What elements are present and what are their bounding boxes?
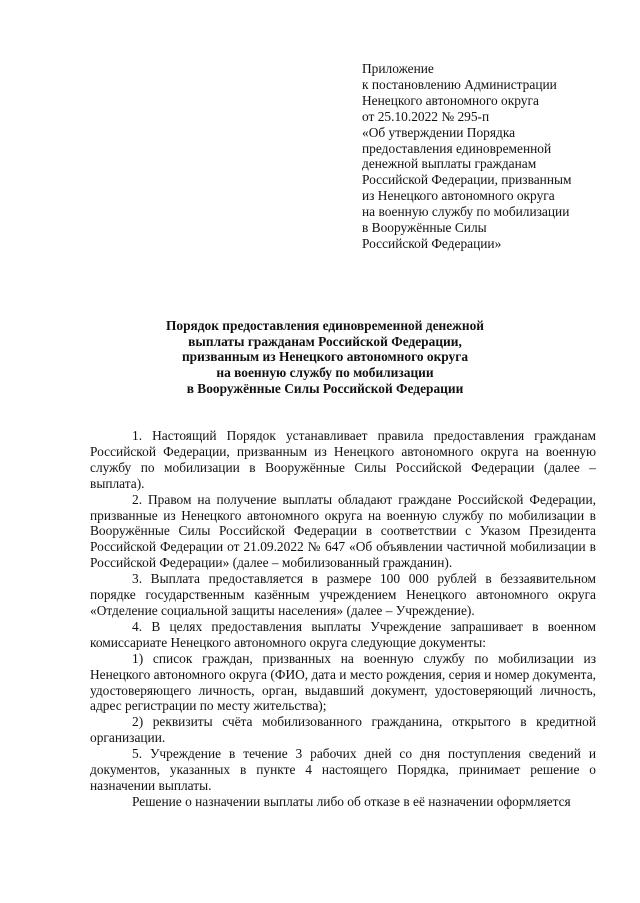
paragraph-4-item-1: 1) список граждан, призванных на военную службу по мобилизации из Ненецкого автономного округа (ФИО, дата и место рождения, серия и номер документа, удостоверяющего личность, орган, выдавший документ, удостоверяющий личность, адрес регистрации по месту жительства); [90,650,596,714]
appendix-line: Ненецкого автономного округа [362,92,539,108]
appendix-line: денежной выплаты гражданам [362,156,537,172]
appendix-line: от 25.10.2022 № 295-п [362,108,490,124]
paragraph-4: 4. В целях предоставления выплаты Учреждение запрашивает в военном комиссариате Ненецкого автономного округа следующие документы: [90,618,596,650]
title-line: призванным из Ненецкого автономного округа [181,349,469,365]
paragraph-5: 5. Учреждение в течение 3 рабочих дней со дня поступления сведений и документов, указанных в пункте 4 настоящего Порядка, принимает решение о назначении выплаты. [90,746,596,793]
document-body [90,428,596,810]
paragraph-5-continuation: Решение о назначении выплаты либо об отказе в её назначении оформляется [132,793,571,809]
appendix-line: «Об утверждении Порядка [362,124,516,140]
appendix-block [362,61,612,252]
appendix-line: из Ненецкого автономного округа [362,188,555,204]
title-line: в Вооружённые Силы Российской Федерации [186,380,464,396]
paragraph-1: 1. Настоящий Порядок устанавливает правила предоставления гражданам Российской Федерации, призванным из Ненецкого автономного округа на военную службу по мобилизации в Вооружённые Силы Российской Федерации (далее – выплата). [90,428,596,491]
paragraph-2: 2. Правом на получение выплаты обладают граждане Российской Федерации, призванные из Ненецкого автономного округа на военную службу по мобилизации в Вооружённые Силы Российской Федерации в соответствии с Указом Президента Российской Федерации от 21.09.2022 № 647 «Об объявлении частичной мобилизации в Российской Федерации» (далее – мобилизованный гражданин). [90,491,596,571]
document-title [90,318,560,397]
appendix-line: в Вооружённые Силы [362,220,487,236]
appendix-line: на военную службу по мобилизации [362,204,570,220]
appendix-line: к постановлению Администрации [362,76,557,92]
paragraph-3: 3. Выплата предоставляется в размере 100 000 рублей в беззаявительном порядке государственным казённым учреждением Ненецкого автономного округа «Отделение социальной защиты населения» (далее – Учреждение). [90,571,596,618]
appendix-line: Российской Федерации, призванным [362,172,572,188]
paragraph-4-item-2: 2) реквизиты счёта мобилизованного гражданина, открытого в кредитной организации. [90,714,596,746]
title-line: выплаты гражданам Российской Федерации, [188,333,462,349]
appendix-line: Приложение [362,61,434,76]
title-line: на военную службу по мобилизации [216,365,434,381]
title-line: Порядок предоставления единовременной денежной [165,318,485,333]
appendix-line: Российской Федерации» [362,235,502,251]
appendix-line: предоставления единовременной [362,140,552,156]
